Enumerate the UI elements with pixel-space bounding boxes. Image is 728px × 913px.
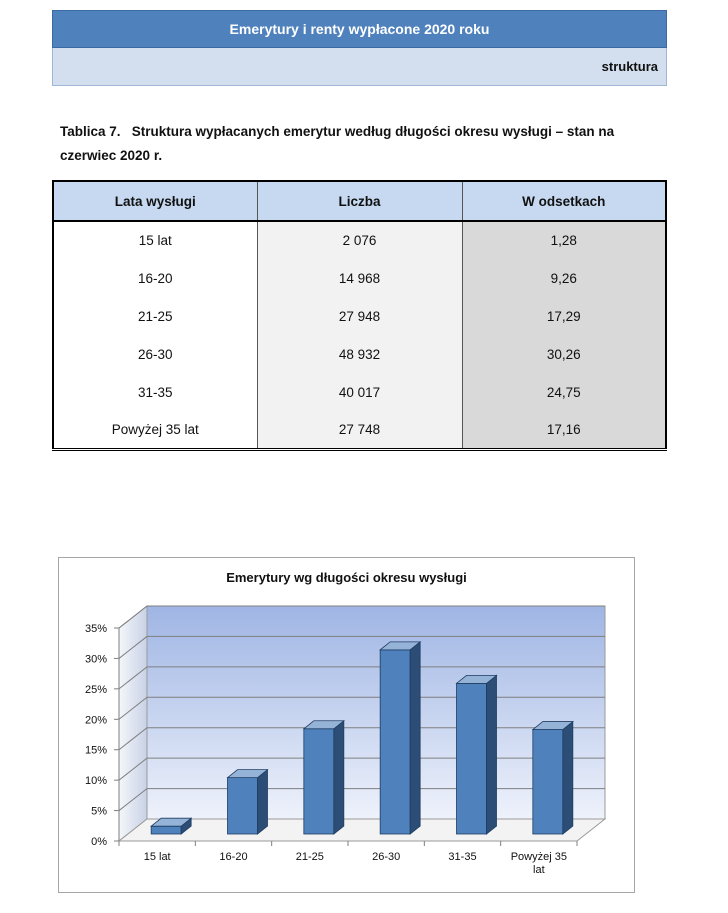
bar-side-21-25 (334, 721, 344, 834)
cell-count: 48 932 (257, 335, 462, 373)
table-caption-line2: czerwiec 2020 r. (60, 148, 163, 163)
x-tick-label: 15 lat (143, 851, 171, 863)
table-header-row (53, 181, 666, 221)
cell-count: 40 017 (257, 373, 462, 411)
y-tick-label: 15% (84, 744, 107, 757)
table-row (53, 411, 666, 449)
cell-years: 31-35 (53, 373, 257, 411)
y-tick-label: 25% (84, 683, 107, 696)
y-tick-label: 30% (84, 653, 107, 666)
table-row (53, 259, 666, 297)
cell-percent: 1,28 (462, 221, 666, 259)
x-tick-label: Powyżej 35 (510, 851, 567, 863)
x-tick-label: 21-25 (295, 851, 324, 863)
chart-title: Emerytury wg długości okresu wysługi (226, 570, 467, 585)
document-header-title: Emerytury i renty wypłacone 2020 roku (52, 10, 667, 48)
cell-count: 27 948 (257, 297, 462, 335)
y-tick-label: 5% (91, 805, 107, 818)
chart-floor (119, 819, 605, 841)
table-row (53, 335, 666, 373)
column-header-percent: W odsetkach (462, 181, 666, 221)
bar-side-26-30 (410, 642, 420, 834)
cell-count: 2 076 (257, 221, 462, 259)
cell-count: 27 748 (257, 411, 462, 449)
x-tick-label: 31-35 (448, 851, 477, 863)
bar-front-26-30 (380, 650, 410, 834)
table-row (53, 297, 666, 335)
cell-percent: 9,26 (462, 259, 666, 297)
x-tick-label: lat (533, 864, 545, 876)
table-row (53, 373, 666, 411)
bar-front-31-35 (457, 683, 487, 834)
bar-side-Powyżej 35 lat (563, 722, 573, 834)
bar-side-31-35 (487, 675, 497, 834)
cell-years: 15 lat (53, 221, 257, 259)
cell-count: 14 968 (257, 259, 462, 297)
bar-front-15 lat (151, 826, 181, 834)
y-tick-label: 0% (91, 836, 107, 848)
bar-side-16-20 (258, 770, 268, 834)
cell-percent: 17,16 (462, 411, 666, 449)
bar-front-Powyżej 35 lat (533, 730, 563, 834)
column-header-years: Lata wysługi (53, 181, 257, 221)
cell-years: Powyżej 35 lat (53, 411, 257, 449)
table-caption-line1: Tablica 7. Struktura wypłacanych emerytur według długości okresu wysługi – stan na (60, 124, 615, 139)
bar-chart-3d (59, 558, 636, 894)
table-row (53, 221, 666, 259)
cell-years: 21-25 (53, 297, 257, 335)
cell-percent: 30,26 (462, 335, 666, 373)
y-tick-label: 20% (84, 714, 107, 727)
chart-frame (58, 557, 635, 893)
x-tick-label: 26-30 (372, 851, 401, 863)
bar-front-21-25 (304, 729, 334, 834)
column-header-count: Liczba (257, 181, 462, 221)
table-caption (60, 120, 660, 168)
y-tick-label: 35% (84, 623, 107, 635)
document-header-section: struktura (52, 48, 667, 86)
cell-years: 26-30 (53, 335, 257, 373)
chart-side-wall (119, 606, 147, 841)
cell-percent: 17,29 (462, 297, 666, 335)
y-tick-label: 10% (84, 775, 107, 788)
pension-structure-table (52, 180, 667, 451)
cell-percent: 24,75 (462, 373, 666, 411)
x-tick-label: 16-20 (219, 851, 248, 863)
bar-front-16-20 (228, 778, 258, 834)
cell-years: 16-20 (53, 259, 257, 297)
